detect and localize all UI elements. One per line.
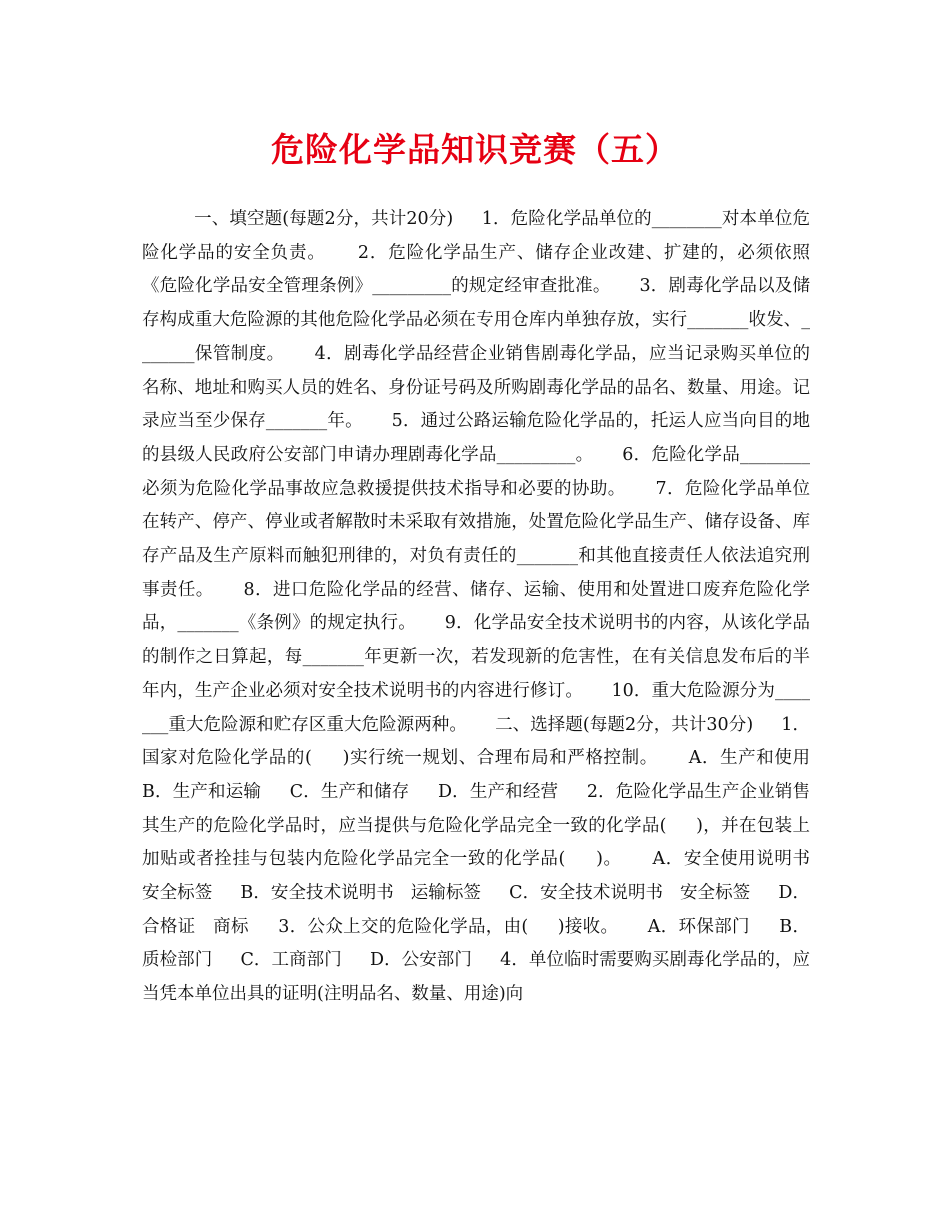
page-title: 危险化学品知识竞赛（五） bbox=[271, 130, 679, 169]
question-body-text: 一、填空题(每题2分，共计20分) 1．危险化学品单位的________对本单位危险化学品的安全负责。 2．危险化学品生产、储存企业改建、扩建的，必须依照《危险化学品安全管理条例》_________的规定经审查批准。 3．剧毒化学品以及储存构成重大危险源的其他危险化学品必须在专用仓库内单独存放，实行_______收发、_______保管制度。 4．剧毒化学品经营企业销售剧毒化学品，应当记录购买单位的名称、地址和购买人员的姓名、身份证号码及所购剧毒化学品的品名、数量、用途。记录应当至少保存_______年。 5．通过公路运输危险化学品的，托运人应当向目的地的县级人民政府公安部门申请办理剧毒化学品_________。 6．危险化学品________必须为危险化学品事故应急救援提供技术指导和必要的协助。 7．危险化学品单位在转产、停产、停业或者解散时未采取有效措施，处置危险化学品生产、储存设备、库存产品及生产原料而触犯刑律的，对负有责任的_______和其他直接责任人依法追究刑事责任。 8．进口危险化学品的经营、储存、运输、使用和处置进口废弃危险化学品，_______《条例》的规定执行。 9．化学品安全技术说明书的内容，从该化学品的制作之日算起，每_______年更新一次，若发现新的危害性，在有关信息发布后的半年内，生产企业必须对安全技术说明书的内容进行修订。 10．重大危险源分为_______重大危险源和贮存区重大危险源两种。 二、选择题(每题2分，共计30分) 1．国家对危险化学品的( )实行统一规划、合理布局和严格控制。 A．生产和使用 B．生产和运输 C．生产和储存 D．生产和经营 2．危险化学品生产企业销售其生产的危险化学品时，应当提供与危险化学品完全一致的化学品( )，并在包装上加贴或者拴挂与包装内危险化学品完全一致的化学品( )。 A．安全使用说明书 安全标签 B．安全技术说明书 运输标签 C．安全技术说明书 安全标签 D．合格证 商标 3．公众上交的危险化学品，由( )接收。 A．环保部门 B．质检部门 C．工商部门 D．公安部门 4．单位临时需要购买剧毒化学品的，应当凭本单位出具的证明(注明品名、数量、用途)向 bbox=[142, 209, 827, 1005]
